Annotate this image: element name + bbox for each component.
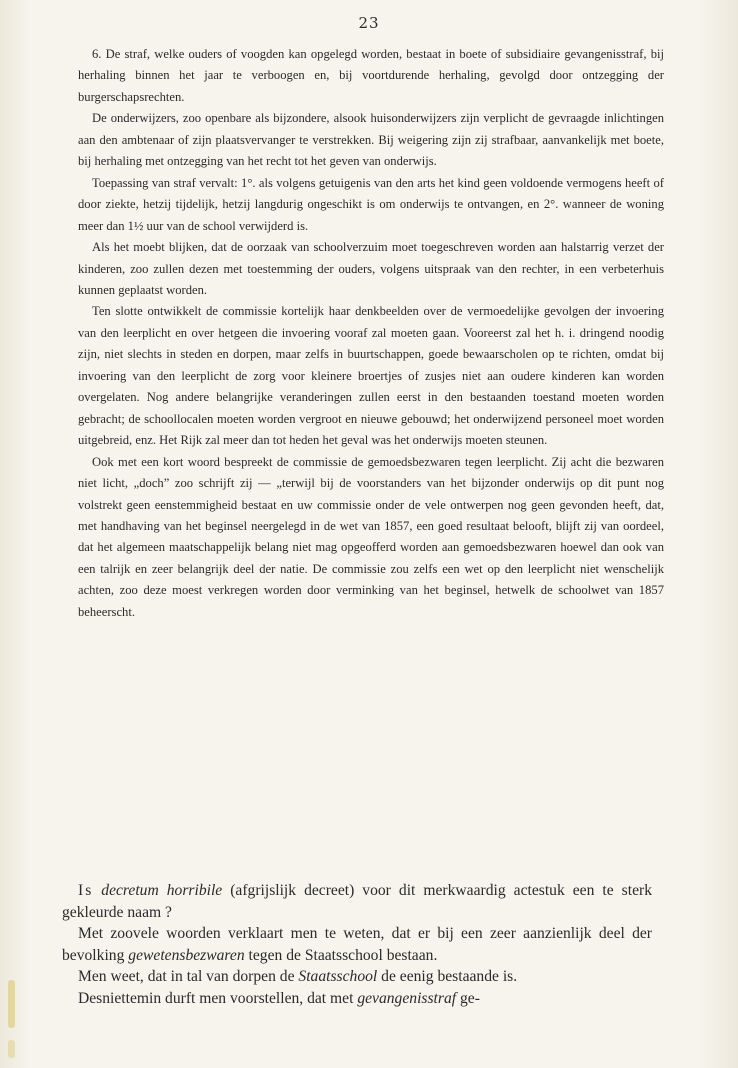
commentary-paragraph-2: Met zoovele woorden verklaart men te weten, dat er bij een zeer aanzienlijk deel der bevolking gewetensbezwaren tegen de Staatsschool bestaan. [62, 925, 652, 964]
paragraph-reformatory: Als het moebt blijken, dat de oorzaak van schoolverzuim moet toegeschreven worden aan halstarrig verzet der kinderen, zoo zullen dezen met toestemming der ouders, volgens uitspraak van den rechter, in een verbeterhuis kunnen geplaatst worden. [78, 240, 664, 297]
paper-stain [8, 980, 15, 1028]
paragraph-exemptions: Toepassing van straf vervalt: 1°. als volgens getuigenis van den arts het kind geen voldoende vermogens heeft of door ziekte, hetzij tijdelijk, hetzij langdurig ongeschikt is om onderwijs te ontvangen, en 2°. wanneer de woning meer dan 1½ uur van de school verwijderd is. [78, 175, 664, 233]
emphasis-gevangenisstraf: gevangenisstraf [357, 989, 457, 1007]
commentary-paragraph-3: Men weet, dat in tal van dorpen de Staatsschool de eenig bestaande is. [78, 968, 518, 985]
commentary-paragraph-1: Is decretum horribile (afgrijslijk decreet) voor dit merkwaardig actestuk een te sterk gekleurde naam ? [62, 882, 652, 921]
report-excerpt [78, 44, 664, 623]
emphasis-decretum: decretum horribile [101, 882, 223, 899]
lead-word: Is [78, 882, 94, 899]
paragraph-consequences: Ten slotte ontwikkelt de commissie kortelijk haar denkbeelden over de vermoedelijke gevolgen der invoering van den leerplicht en over hetgeen die invoering vooraf zal moeten gaan. Vooreerst zal het h. i. dringend noodig zijn, niet slechts in steden en dorpen, maar zelfs in buurtschappen, goede bewaarscholen op te richten, omdat bij invoering van den leerplicht de zorg voor kleinere broertjes of zusjes niet aan oudere kinderen kan worden overgelaten. Nog andere belangrijke veranderingen zullen eerst in den bestaanden toestand moeten worden gebracht; de schoollocalen moeten worden vergroot en nieuwe gebouwd; het onderwijzend personeel moet worden uitgebreid, enz. Het Rijk zal meer dan tot heden het geval was het onderwijs moeten steunen. [78, 304, 664, 448]
paragraph-penalty-parents: 6. De straf, welke ouders of voogden kan opgelegd worden, bestaat in boete of subsidiaire gevangenisstraf, bij herhaling binnen het jaar te verboogen en, bij voortdurende herhaling, gevolgd door ontzegging der burgerschapsrechten. [78, 47, 664, 104]
commentary-paragraph-4: Desniettemin durft men voorstellen, dat met gevangenisstraf ge- [78, 989, 480, 1007]
emphasis-staatsschool: Staatsschool [298, 968, 378, 985]
paragraph-teachers-obligation: De onderwijzers, zoo openbare als bijzondere, alsook huisonderwijzers zijn verplicht de gevraagde inlichtingen aan den ambtenaar of zijn plaatsvervanger te verstrekken. Bij weigering zijn zij strafbaar, aanvankelijk met boete, bij herhaling met ontzegging van het recht tot het geven van onderwijs. [78, 111, 664, 169]
paper-stain [8, 1040, 15, 1058]
page-number: 23 [358, 14, 380, 32]
paragraph-conscience-objections: Ook met een kort woord bespreekt de commissie de gemoedsbezwaren tegen leerplicht. Zij acht die bezwaren niet licht, „doch” zoo schrijft zij — „terwijl bij de voorstanders van het bijzonder onderwijs op dit punt nog volstrekt geen eenstemmigheid bestaat en uw commissie onder de vele ontwerpen nog geen gevonden heeft, dat, met handhaving van het beginsel neergelegd in de wet van 1857, een goed resultaat belooft, blijft zij van oordeel, dat het algemeen maatschappelijk belang niet mag opgeofferd worden aan gemoedsbezwaren hoewel dan ook van een talrijk en zeer belangrijk deel der natie. De commissie zou zelfs een wet op den leerplicht niet wenschelijk achten, zoo deze moest verkregen worden door verminking van het beginsel, hetwelk de schoolwet van 1857 beheerscht. [78, 454, 664, 619]
commentary [62, 880, 652, 1009]
emphasis-gewetensbezwaren: gewetensbezwaren [128, 946, 245, 964]
